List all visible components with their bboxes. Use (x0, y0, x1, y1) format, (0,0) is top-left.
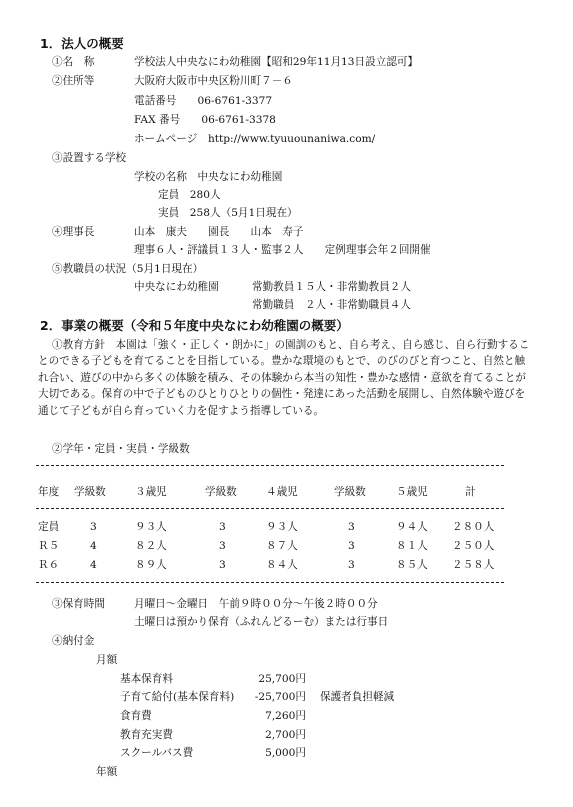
table-cell: 3 (219, 559, 226, 571)
homepage-url: ホームページ http://www.tyuuounaniwa.com/ (134, 133, 376, 145)
table-cell: 4 (90, 540, 97, 552)
table-cell: 3 (219, 540, 226, 552)
hours-label: ③保育時間 (52, 598, 105, 610)
school-name: 学校の名称 中央なにわ幼稚園 (134, 171, 283, 183)
board-info: 理事６人・評議員１３人・監事２人 定例理事会年２回開催 (134, 244, 431, 256)
table-cell: 3 (90, 521, 97, 533)
table-rule-middle (36, 508, 504, 509)
address-value: 大阪府大阪市中央区粉川町７－６ (134, 75, 293, 87)
school-actual: 実員 258人（5月1日現在） (158, 207, 298, 219)
table-cell: ２５８人 (452, 559, 495, 571)
table-cell: 3 (348, 521, 355, 533)
staff-line1: 常勤教員１５人・非常勤教員２人 (252, 281, 411, 293)
name-label: ①名 称 (52, 56, 95, 68)
fee-item: 基本保育料 (120, 673, 173, 685)
fee-amount: 5,000円 (265, 747, 306, 759)
section1-title: 1．法人の概要 (40, 36, 124, 51)
table-cell: ２８０人 (452, 521, 495, 533)
table-cell: 3 (348, 559, 355, 571)
name-value: 学校法人中央なにわ幼稚園【昭和29年11月13日設立認可】 (134, 56, 419, 68)
table-cell: ９３人 (266, 521, 298, 533)
header-cell: 年度 (38, 486, 60, 498)
table-cell: 定員 (38, 521, 60, 533)
table-cell: ８９人 (135, 559, 167, 571)
fee-note: 保護者負担軽減 (320, 691, 395, 703)
header-cell: 学級数 (334, 486, 366, 498)
table-cell: ８７人 (266, 540, 298, 552)
education-policy: ①教育方針 本園は「強く・正しく・朗かに」の園訓のもと、自ら考え、自ら感じ、自ら行動することのできる子どもを育てることを目指している。豊かな環境のもとで、のびのびと育つこと、自然と触れ合い、遊びの中から多くの体験を積み、その体験から本当の知性・豊かな感情・意欲を育てることが大切である。保育の中で子どものひとりひとりの個性・発達にあった活動を展開し、自然体験や遊びを通じて子どもが自ら育っていく力を促すよう指導している。 (38, 339, 530, 417)
chair-value: 山本 康夫 園長 山本 寿子 (134, 226, 304, 238)
table-rule-bottom (36, 582, 504, 583)
staff-line2: 常勤職員 ２人・非常勤職員４人 (252, 299, 411, 311)
fee-amount: 7,260円 (265, 710, 306, 722)
fee-amount: -25,700円 (254, 691, 306, 703)
header-cell: ４歳児 (266, 486, 298, 498)
table-cell: ９４人 (396, 521, 428, 533)
fee-item: 教育充実費 (120, 729, 173, 741)
header-cell: 学級数 (74, 486, 106, 498)
chair-label: ④理事長 (52, 226, 95, 238)
table-cell: 4 (90, 559, 97, 571)
table-cell: 3 (348, 540, 355, 552)
table-rule-top (36, 465, 504, 466)
school-capacity: 定員 280人 (158, 189, 221, 201)
hours-saturday: 土曜日は預かり保育（ふれんどるーむ）または行事日 (134, 616, 389, 628)
table-cell: Ｒ６ (38, 559, 60, 571)
fax-number: FAX 番号 06-6761-3378 (134, 114, 276, 126)
yearly-label: 年額 (96, 766, 118, 778)
table-cell: 3 (219, 521, 226, 533)
monthly-label: 月額 (96, 654, 118, 666)
fee-item: 食育費 (120, 710, 152, 722)
table-cell: ２５０人 (452, 540, 495, 552)
header-cell: 学級数 (205, 486, 237, 498)
fee-amount: 25,700円 (258, 673, 306, 685)
staff-label: ⑤教職員の状況（5月1日現在） (52, 263, 204, 275)
header-cell: ５歳児 (396, 486, 428, 498)
table-cell: ９３人 (135, 521, 167, 533)
fee-item: スクールバス費 (120, 747, 194, 759)
fee-amount: 2,700円 (265, 729, 306, 741)
hours-value: 月曜日～金曜日 午前９時００分～午後２時００分 (134, 598, 378, 610)
school-label: ③設置する学校 (52, 152, 127, 164)
table-cell: ８２人 (135, 540, 167, 552)
table-cell: ８１人 (396, 540, 428, 552)
header-cell: ３歳児 (135, 486, 167, 498)
phone-number: 電話番号 06-6761-3377 (134, 95, 273, 107)
table-cell: Ｒ５ (38, 540, 60, 552)
section2-title: 2．事業の概要（令和５年度中央なにわ幼稚園の概要） (40, 318, 349, 333)
table-cell: ８４人 (266, 559, 298, 571)
staff-school: 中央なにわ幼稚園 (134, 281, 219, 293)
header-cell: 計 (465, 486, 476, 498)
address-label: ②住所等 (52, 75, 95, 87)
fee-item: 子育て給付(基本保育料) (120, 691, 235, 703)
grades-label: ②学年・定員・実員・学級数 (52, 443, 190, 455)
fees-label: ④納付金 (52, 635, 95, 647)
table-cell: ８５人 (396, 559, 428, 571)
